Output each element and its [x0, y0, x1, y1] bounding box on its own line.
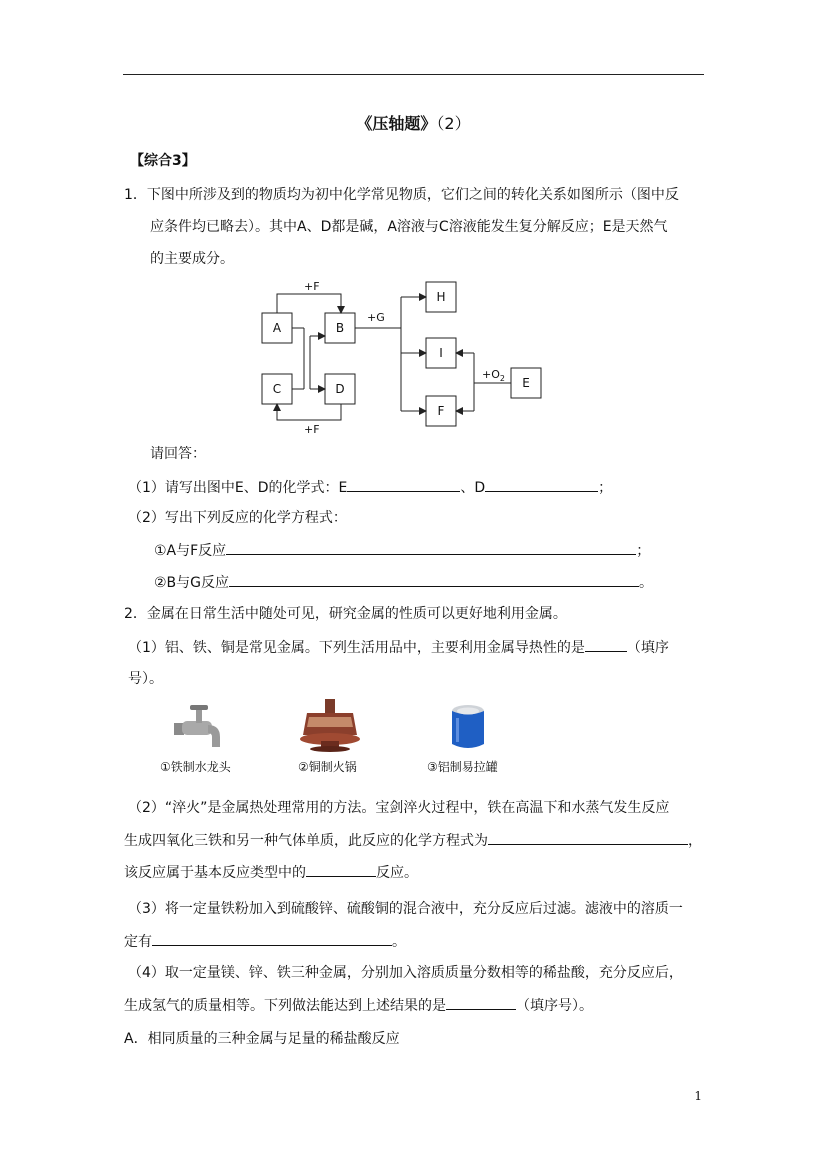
label-plus-o2: $+O_2$ [482, 368, 505, 383]
q1-r2 [154, 572, 653, 593]
q1-r2-text: ②B与G反应 [154, 575, 230, 591]
reaction-diagram [255, 275, 555, 440]
q2-p3a: （3）将一定量铁粉加入到硫酸锌、硫酸铜的混合液中，充分反应后过滤。滤液中的溶质一 [128, 901, 683, 917]
q2-p2c-text: 该反应属于基本反应类型中的 [124, 865, 306, 881]
q1-sub1-text: （1）请写出图中E、D的化学式：E [128, 480, 348, 496]
answer-blank-r1[interactable] [226, 540, 636, 555]
answer-blank-p4[interactable] [446, 995, 516, 1010]
q2-p2c-end: 反应。 [376, 865, 418, 881]
section-heading: 【综合3】 [130, 153, 196, 169]
q2-p3b-end: 。 [392, 934, 406, 950]
q2-option-a: A．相同质量的三种金属与足量的稀盐酸反应 [124, 1031, 400, 1047]
q2-p4b-text: 生成氢气的质量相等。下列做法能达到上述结果的是 [124, 998, 446, 1014]
faucet-image [172, 703, 232, 751]
answer-blank-p2-type[interactable] [306, 862, 376, 877]
q2-p4a: （4）取一定量镁、锌、铁三种金属，分别加入溶质质量分数相等的稀盐酸，充分反应后， [128, 965, 683, 981]
label-d: D [335, 382, 345, 396]
page-title [0, 111, 827, 134]
answer-blank-p2-equation[interactable] [488, 830, 688, 845]
q1-sub1-mid: 、D [460, 480, 486, 496]
aluminum-can-image [448, 704, 488, 752]
label-a: A [272, 321, 282, 335]
answer-blank-d[interactable] [485, 477, 598, 492]
q1-r2-end: 。 [639, 575, 654, 591]
label-c: C [272, 382, 282, 396]
q2-p1b-text: （填序 [626, 640, 669, 656]
q2-intro: 2．金属在日常生活中随处可见，研究金属的性质可以更好地利用金属。 [124, 606, 567, 622]
item-faucet-caption: ①铁制水龙头 [160, 760, 231, 774]
item-can-caption: ③铝制易拉罐 [427, 760, 498, 774]
label-i: I [439, 346, 443, 360]
answer-blank-p1[interactable] [585, 637, 627, 652]
q1-line2: 应条件均已略去）。其中A、D都是碱，A溶液与C溶液能发生复分解反应；E是天然气 [150, 219, 668, 235]
q2-p2a: （2）“淬火”是金属热处理常用的方法。宝剑淬火过程中，铁在高温下和水蒸气发生反应 [128, 800, 670, 816]
q2-p1a-text: （1）铝、铁、铜是常见金属。下列生活用品中，主要利用金属导热性的是 [128, 640, 585, 656]
q1-line1: 1．下图中所涉及到的物质均为初中化学常见物质，它们之间的转化关系如图所示（图中反 [124, 187, 679, 203]
q2-p3b-text: 定有 [124, 934, 152, 950]
answer-blank-p3[interactable] [152, 931, 392, 946]
title-main: 《压轴题》 [356, 114, 437, 133]
q1-line3: 的主要成分。 [150, 251, 234, 267]
q2-p2b [124, 830, 702, 851]
q2-p2c [124, 862, 418, 883]
label-b: B [335, 321, 345, 335]
q1-r1-text: ①A与F反应 [154, 543, 227, 559]
header-rule [123, 74, 704, 75]
answer-blank-r2[interactable] [229, 572, 639, 587]
page-number: 1 [694, 1089, 702, 1103]
label-plus-f-bottom: +F [304, 423, 320, 436]
copper-hotpot-image [297, 697, 363, 753]
q2-p4b [124, 995, 593, 1016]
label-f: F [437, 404, 445, 418]
label-h: H [436, 290, 446, 304]
q1-sub2: （2）写出下列反应的化学方程式： [128, 510, 347, 526]
q1-sub1 [128, 477, 612, 498]
q2-p2b-end: ， [688, 833, 702, 849]
q2-p3b [124, 931, 406, 952]
q2-p1a [128, 637, 669, 658]
item-hotpot-caption: ②铜制火锅 [298, 760, 357, 774]
q1-prompt: 请回答： [150, 446, 206, 462]
q2-p1c: 号）。 [128, 671, 163, 687]
q2-p4b-end: （填序号）。 [516, 998, 593, 1014]
q1-sub1-end: ； [598, 480, 613, 496]
q1-r1 [154, 540, 650, 561]
title-suffix: （2） [436, 114, 471, 133]
label-plus-g: +G [367, 311, 385, 324]
label-e: E [522, 376, 530, 390]
q2-p2b-text: 生成四氧化三铁和另一种气体单质，此反应的化学方程式为 [124, 833, 488, 849]
label-plus-f-top: +F [304, 280, 320, 293]
answer-blank-e[interactable] [347, 477, 460, 492]
q1-r1-end: ； [636, 543, 651, 559]
